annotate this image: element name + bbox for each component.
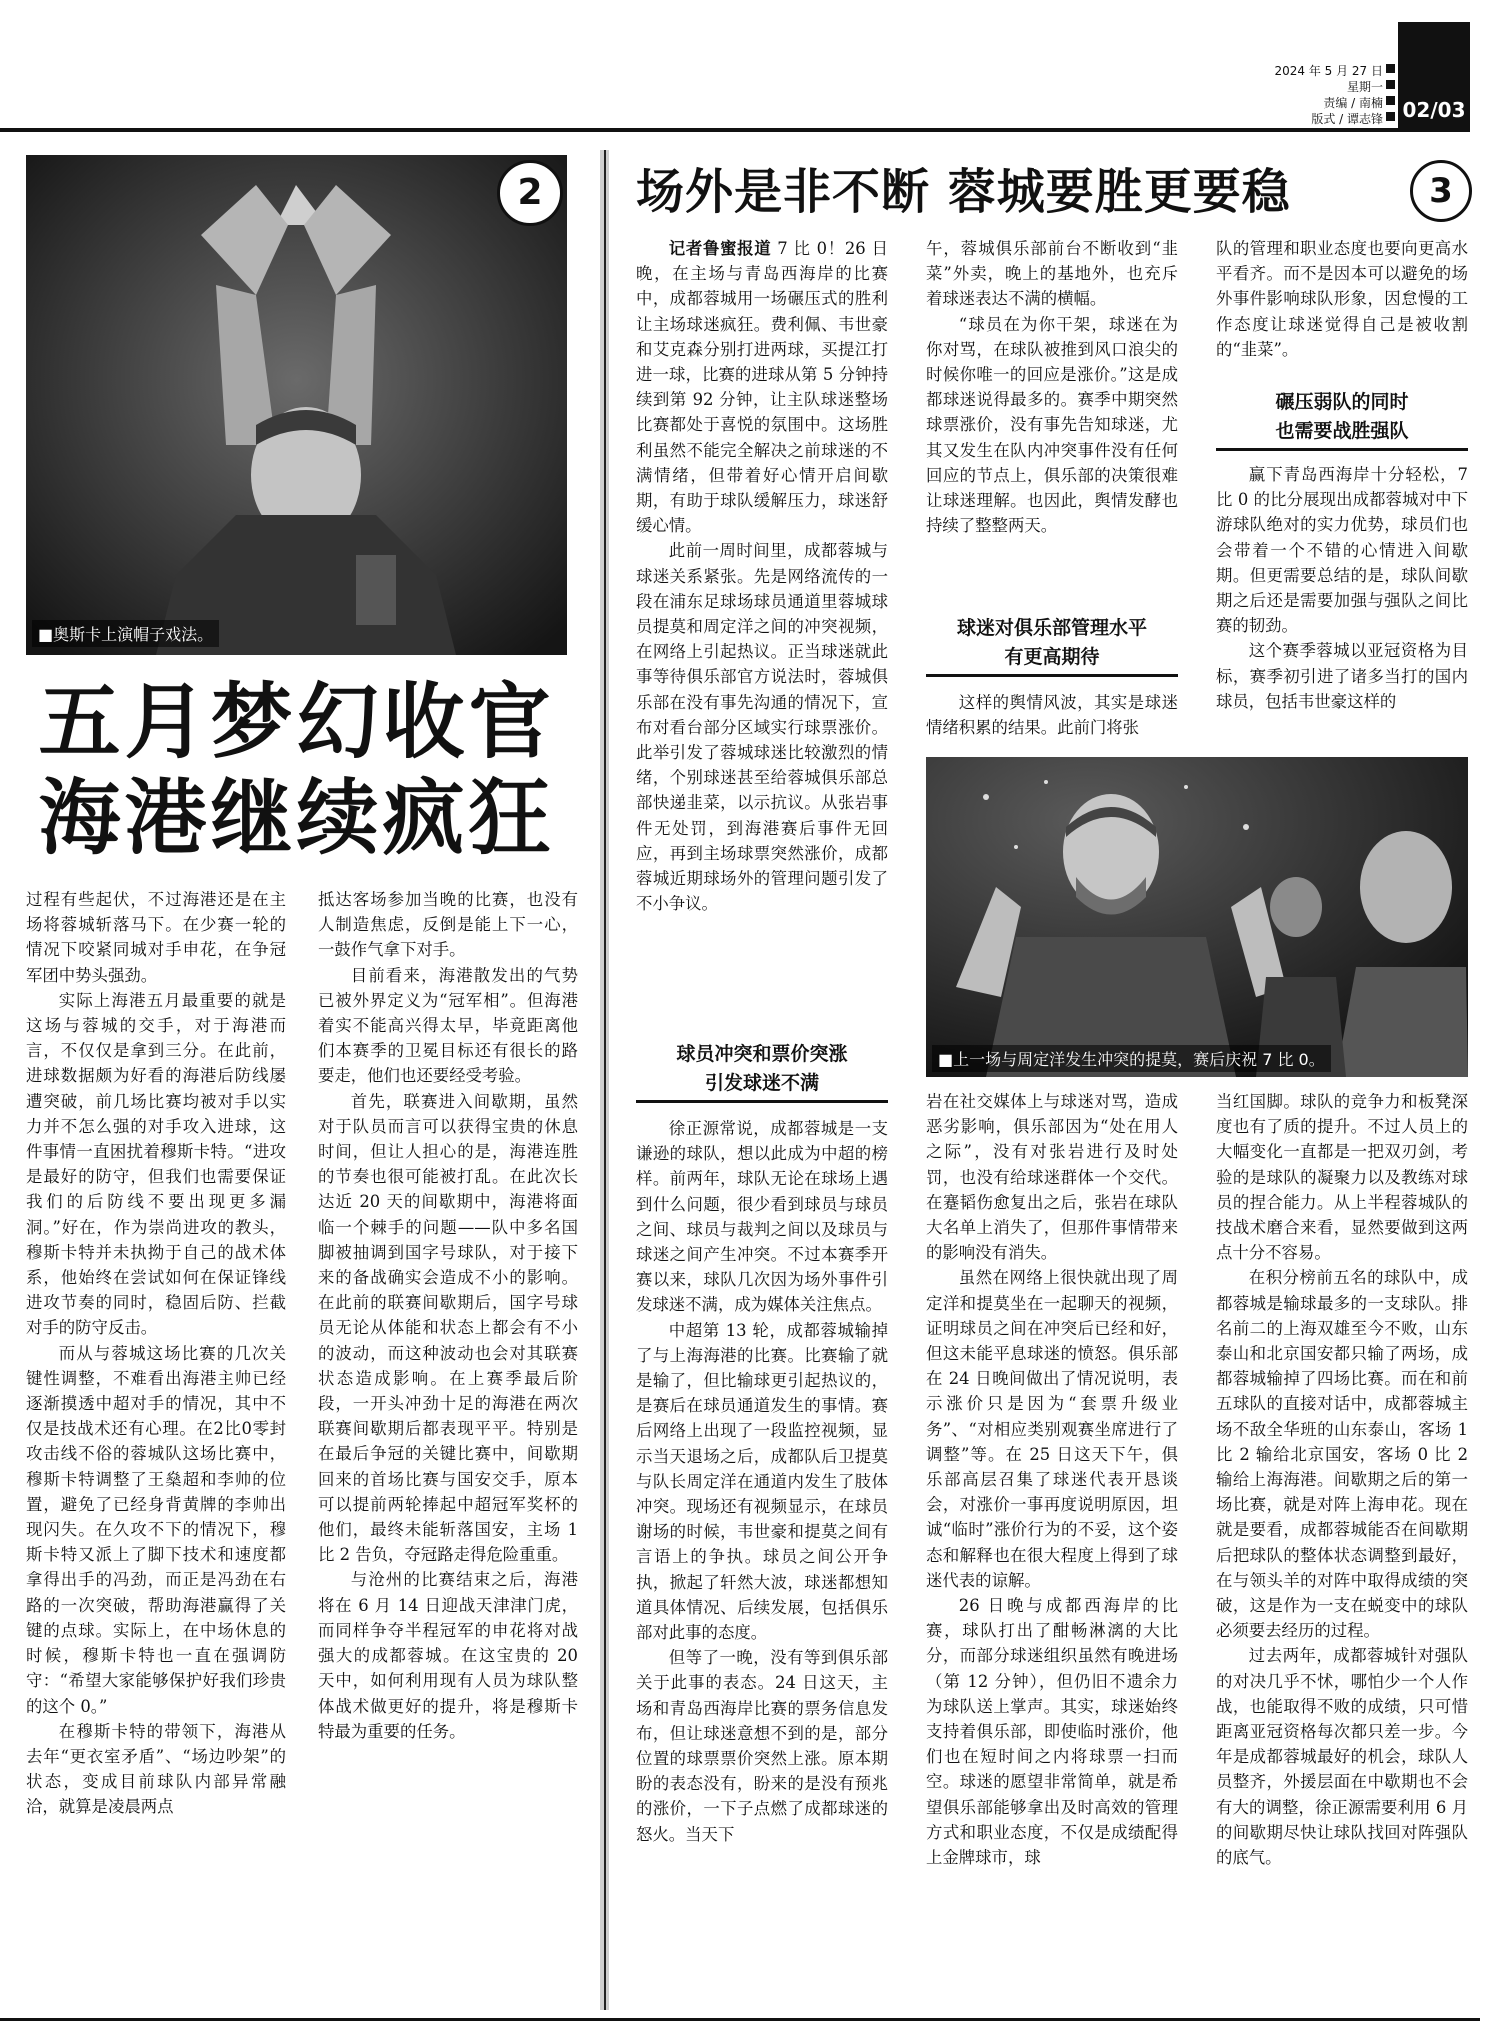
article-paragraph: 虽然在网络上很快就出现了周定洋和提莫坐在一起聊天的视频，证明球员之间在冲突后已经和好，但这未能平息球迷的愤怒。俱乐部在 24 日晚间做出了情况说明，表示涨价只是因为“套票升级业务”、“对相应类别观赛坐席进行了调整”等。在 25 日这天下午，俱乐部高层召集了球迷代表开恳谈会，对涨价一事再度说明原因，坦诚“临时”涨价行为的不妥，这个姿态和解释也在很大程度上得到了球迷代表的谅解。 bbox=[926, 1268, 1178, 1590]
article-paragraph: 徐正源常说，成都蓉城是一支谦逊的球队，想以此成为中超的榜样。前两年，球队无论在球场上遇到什么问题，很少看到球员与球员之间、球员与裁判之间以及球员与球迷之间产生冲突。不过本赛季开赛以来，球队几次因为场外事件引发球迷不满，成为媒体关注焦点。 bbox=[636, 1119, 888, 1315]
article-paragraph: 当红国脚。球队的竞争力和板凳深度也有了质的提升。不过人员上的大幅变化一直都是一把双刃剑，考验的是球队的凝聚力以及教练对球员的捏合能力。从上半程蓉城队的技战术磨合来看，显然要做到这两点十分不容易。 bbox=[1216, 1092, 1468, 1263]
right-story-column-2-mid bbox=[926, 690, 1178, 740]
article-paragraph: 队的管理和职业态度也要向更高水平看齐。而不是因本可以避免的场外事件影响球队形象，因怠慢的工作态度让球迷觉得自己是被收割的“韭菜”。 bbox=[1216, 239, 1468, 359]
article-paragraph: 首先，联赛进入间歇期，虽然对于队员而言可以获得宝贵的休息时间，但让人担心的是，海港连胜的节奏也很可能被打乱。在此次长达近 20 天的间歇期中，海港将面临一个棘手的问题——队中多名国脚被抽调到国字号球队，对于接下来的备战确实会造成不小的影响。在此前的联赛间歇期后，国字号球员无论从体能和状态上都会有不小的波动，而这种波动也会对其联赛状态造成影响。在上赛季最后阶段，一开头冲劲十足的海港在两次联赛间歇期后都表现平平。特别是在最后争冠的关键比赛中，间歇期回来的首场比赛与国安交手，原本可以提前两轮捧起中超冠军奖杯的他们，最终未能斩落国安，主场 1 比 2 告负，夺冠路走得危险重重。 bbox=[318, 1091, 578, 1565]
article-paragraph: 在积分榜前五名的球队中，成都蓉城是输球最多的一支球队。排名前二的上海双雄至今不败，山东泰山和北京国安都只输了两场，成都蓉城输掉了四场比赛。而在和前五球队的直接对话中，成都蓉城主场不敌全华班的山东泰山，客场 1 比 2 输给北京国安，客场 0 比 2 输给上海海港。间歇期之后的第一场比赛，就是对阵上海申花。现在就是要看，成都蓉城能否在间歇期后把球队的整体状态调整到最好，在与领头羊的对阵中取得成绩的突破，这是作为一支在蜕变中的球队必须要去经历的过程。 bbox=[1216, 1268, 1468, 1641]
header-markers bbox=[1386, 64, 1395, 121]
subhead-beat-strong-teams-line-2: 也需要战胜强队 bbox=[1275, 420, 1409, 442]
subhead-player-conflict-line-1: 球员冲突和票价突涨 bbox=[676, 1043, 848, 1065]
oscar-photo-caption: ■奥斯卡上演帽子戏法。 bbox=[32, 620, 219, 647]
article-paragraph: 抵达客场参加当晚的比赛，也没有人制造焦虑，反倒是能上下一心，一鼓作气拿下对手。 bbox=[318, 890, 578, 960]
right-story-column-3-top bbox=[1216, 236, 1468, 362]
timo-photo-art bbox=[926, 757, 1468, 1077]
right-story-column-1-top bbox=[636, 236, 888, 916]
oscar-photo bbox=[26, 155, 567, 655]
story-number-3: 3 bbox=[1429, 171, 1453, 211]
subhead-beat-strong-teams bbox=[1216, 388, 1468, 446]
article-paragraph: 在穆斯卡特的带领下，海港从去年“更衣室矛盾”、“场边吵架”的状态，变成目前球队内部异常融洽，就算是凌晨两点 bbox=[26, 1721, 286, 1817]
left-headline-line-1: 五月梦幻收官 bbox=[38, 675, 555, 770]
article-paragraph: 过去两年，成都蓉城针对强队的对决几乎不怵，哪怕少一个人作战，也能取得不败的成绩，只可惜距离亚冠资格每次都只差一步。今年是成都蓉城最好的机会，球队人员整齐，外援层面在中歇期也不会有大的调整，徐正源需要利用 6 月的间歇期尽快让球队找回对阵强队的底气。 bbox=[1216, 1646, 1468, 1868]
timo-photo-caption: ■上一场与周定洋发生冲突的提莫，赛后庆祝 7 比 0。 bbox=[932, 1045, 1331, 1072]
right-story-column-3-bottom bbox=[1216, 1089, 1468, 1870]
article-paragraph: 目前看来，海港散发出的气势已被外界定义为“冠军相”。但海港着实不能高兴得太早，毕竟距离他们本赛季的卫冕目标还有很长的路要走，他们也还要经受考验。 bbox=[318, 965, 578, 1086]
oscar-photo-art bbox=[26, 155, 567, 655]
story-number-2-badge bbox=[497, 160, 563, 226]
right-story-column-1-bottom bbox=[636, 1116, 888, 1847]
article-paragraph: 26 日晚与成都西海岸的比赛，球队打出了酣畅淋漓的大比分，而部分球迷组织虽然有晚进场（第 12 分钟），但仍旧不遗余力为球队送上掌声。其实，球迷始终支持着俱乐部，即使临时涨价，他们也在短时间之内将球票一扫而空。球迷的愿望非常简单，就是希望俱乐部能够拿出及时高效的管理方式和职业态度，不仅是成绩配得上金牌球市，球 bbox=[926, 1596, 1178, 1868]
article-paragraph: 而从与蓉城这场比赛的几次关键性调整，不难看出海港主帅已经逐渐摸透中超对手的情况，其中不仅是技战术还有心理。在2比0零封攻击线不俗的蓉城队这场比赛中，穆斯卡特调整了王燊超和李帅的位置，避免了已经身背黄牌的李帅出现闪失。在久攻不下的情况下，穆斯卡特又派上了脚下技术和速度都拿得出手的冯劲，而正是冯劲在右路的一次突破，帮助海港赢得了关键的点球。实际上，在中场休息的时候，穆斯卡特也一直在强调防守：“希望大家能够保护好我们珍贵的这个 0。” bbox=[26, 1343, 286, 1716]
story-number-3-badge bbox=[1410, 160, 1472, 222]
top-rule bbox=[0, 128, 1470, 132]
article-paragraph: 过程有些起伏，不过海港还是在主场将蓉城斩落马下。在少赛一轮的情况下咬紧同城对手申花，在争冠军团中势头强劲。 bbox=[26, 890, 286, 985]
right-headline: 场外是非不断 蓉城要胜更要稳 bbox=[636, 164, 1291, 220]
right-story-column-2-top bbox=[926, 236, 1178, 538]
page-number: 02/03 bbox=[1402, 98, 1466, 122]
header-editor: 责编 / 南楠 bbox=[1323, 96, 1383, 110]
article-paragraph: 这个赛季蓉城以亚冠资格为目标，赛季初引进了诸多当打的国内球员，包括韦世豪这样的 bbox=[1216, 641, 1468, 711]
header-weekday: 星期一 bbox=[1346, 80, 1383, 94]
column-divider bbox=[604, 150, 606, 2010]
article-paragraph: 午，蓉城俱乐部前台不断收到“韭菜”外卖，晚上的基地外，也充斥着球迷表达不满的横幅。 bbox=[926, 239, 1178, 309]
article-paragraph: 但等了一晚，没有等到俱乐部关于此事的表态。24 日这天，主场和青岛西海岸比赛的票务信息发布，但让球迷意想不到的是，部分位置的球票票价突然上涨。原本期盼的表态没有，盼来的是没有预兆的涨价，一下子点燃了成都球迷的怒火。当天下 bbox=[636, 1648, 888, 1844]
left-headline bbox=[26, 675, 567, 867]
article-paragraph: 岩在社交媒体上与球迷对骂，造成恶劣影响，俱乐部因为“处在用人之际”，没有对张岩进行及时处罚，也没有给球迷群体一个交代。在蹇韬伤愈复出之后，张岩在球队大名单上消失了，但那件事情带来的影响没有消失。 bbox=[926, 1092, 1178, 1263]
header-layout-credit: 版式 / 谭志锋 bbox=[1311, 112, 1383, 126]
article-paragraph: 与沧州的比赛结束之后，海港将在 6 月 14 日迎战天津津门虎，而同样争夺半程冠军的申花将对战强大的成都蓉城。在这宝贵的 20 天中，如何利用现有人员为球队整体战术做更好的提升，将是穆斯卡特最为重要的任务。 bbox=[318, 1570, 578, 1741]
article-paragraph: 赢下青岛西海岸十分轻松，7 比 0 的比分展现出成都蓉城对中下游球队绝对的实力优势，球员们也会带着一个不错的心情进入间歇期。但更需要总结的是，球队间歇期之后还是需要加强与强队之间比赛的韧劲。 bbox=[1216, 465, 1468, 636]
story-number-2: 2 bbox=[517, 172, 543, 213]
article-paragraph: 记者鲁蜜报道 7 比 0！26 日晚，在主场与青岛西海岸的比赛中，成都蓉城用一场碾压式的胜利让主场球迷疯狂。费利佩、韦世豪和艾克森分别打进两球，买提江打进一球，比赛的进球从第 5 分钟持续到第 92 分钟，让主队球迷整场比赛都处于喜悦的氛围中。这场胜利虽然不能完全解决之前球迷的不满情绪，但带着好心情开启间歇期，有助于球队缓解压力，球迷舒缓心情。 bbox=[636, 239, 888, 536]
left-headline-line-2: 海港继续疯狂 bbox=[38, 771, 555, 866]
left-story-column-2 bbox=[318, 887, 578, 1744]
subhead-club-management-line-2: 有更高期待 bbox=[1004, 646, 1100, 668]
bottom-rule bbox=[0, 2018, 1480, 2021]
subhead-player-conflict-line-2: 引发球迷不满 bbox=[704, 1072, 819, 1094]
subhead-beat-strong-teams-line-1: 碾压弱队的同时 bbox=[1275, 391, 1409, 413]
left-story-column-1 bbox=[26, 887, 286, 1820]
article-paragraph: 中超第 13 轮，成都蓉城输掉了与上海海港的比赛。比赛输了就是输了，但比输球更引起热议的，是赛后在球员通道发生的事情。赛后网络上出现了一段监控视频，显示当天退场之后，成都队后卫提莫与队长周定洋在通道内发生了肢体冲突。现场还有视频显示，在球员谢场的时候，韦世豪和提莫之间有言语上的争执。球员之间公开争执，掀起了轩然大波，球迷都想知道具体情况、后续发展，包括俱乐部对此事的态度。 bbox=[636, 1320, 888, 1643]
subhead-club-management-line-1: 球迷对俱乐部管理水平 bbox=[956, 617, 1147, 639]
article-paragraph: 此前一周时间里，成都蓉城与球迷关系紧张。先是网络流传的一段在浦东足球场球员通道里蓉城球员提莫和周定洋之间的冲突视频，在网络上引起热议。正当球迷就此事等待俱乐部官方说法时，蓉城俱乐部在没有事先沟通的情况下，宣布对看台部分区域实行球票涨价。此举引发了蓉城球迷比较激烈的情绪，个别球迷甚至给蓉城俱乐部总部快递韭菜，以示抗议。从张岩事件无处罚，到海港赛后事件无回应，再到主场球票突然涨价，成都蓉城近期球场外的管理问题引发了不小争议。 bbox=[636, 541, 888, 914]
article-paragraph: 实际上海港五月最重要的就是这场与蓉城的交手，对于海港而言，不仅仅是拿到三分。在此前，进球数据颇为好看的海港后防线屡遭突破，前几场比赛均被对手以实力并不怎么强的对手攻入进球，这件事情一直困扰着穆斯卡特。“进攻是最好的防守，但我们也需要保证我们的后防线不要出现更多漏洞。”好在，作为崇尚进攻的教头，穆斯卡特并未执拗于自己的战术体系，他始终在尝试如何在保证锋线进攻节奏的同时，稳固后防、拦截对手的防守反击。 bbox=[26, 990, 286, 1338]
timo-photo bbox=[926, 757, 1468, 1077]
article-paragraph: 这样的舆情风波，其实是球迷情绪积累的结果。此前门将张 bbox=[926, 693, 1178, 738]
header-date: 2024 年 5 月 27 日 bbox=[1274, 64, 1383, 78]
article-paragraph: “球员在为你干架，球迷在为你对骂，在球队被推到风口浪尖的时候你唯一的回应是涨价。”这是成都球迷说得最多的。赛季中期突然球票涨价，没有事先告知球迷，尤其又发生在队内冲突事件没有任何回应的节点上，俱乐部的决策很难让球迷理解。也因此，舆情发酵也持续了整整两天。 bbox=[926, 314, 1178, 536]
right-story-column-3-mid bbox=[1216, 462, 1468, 714]
subhead-player-conflict bbox=[636, 1040, 888, 1098]
right-story-column-2-bottom bbox=[926, 1089, 1178, 1870]
subhead-club-management bbox=[926, 614, 1178, 672]
byline: 记者鲁蜜报道 bbox=[668, 239, 772, 258]
